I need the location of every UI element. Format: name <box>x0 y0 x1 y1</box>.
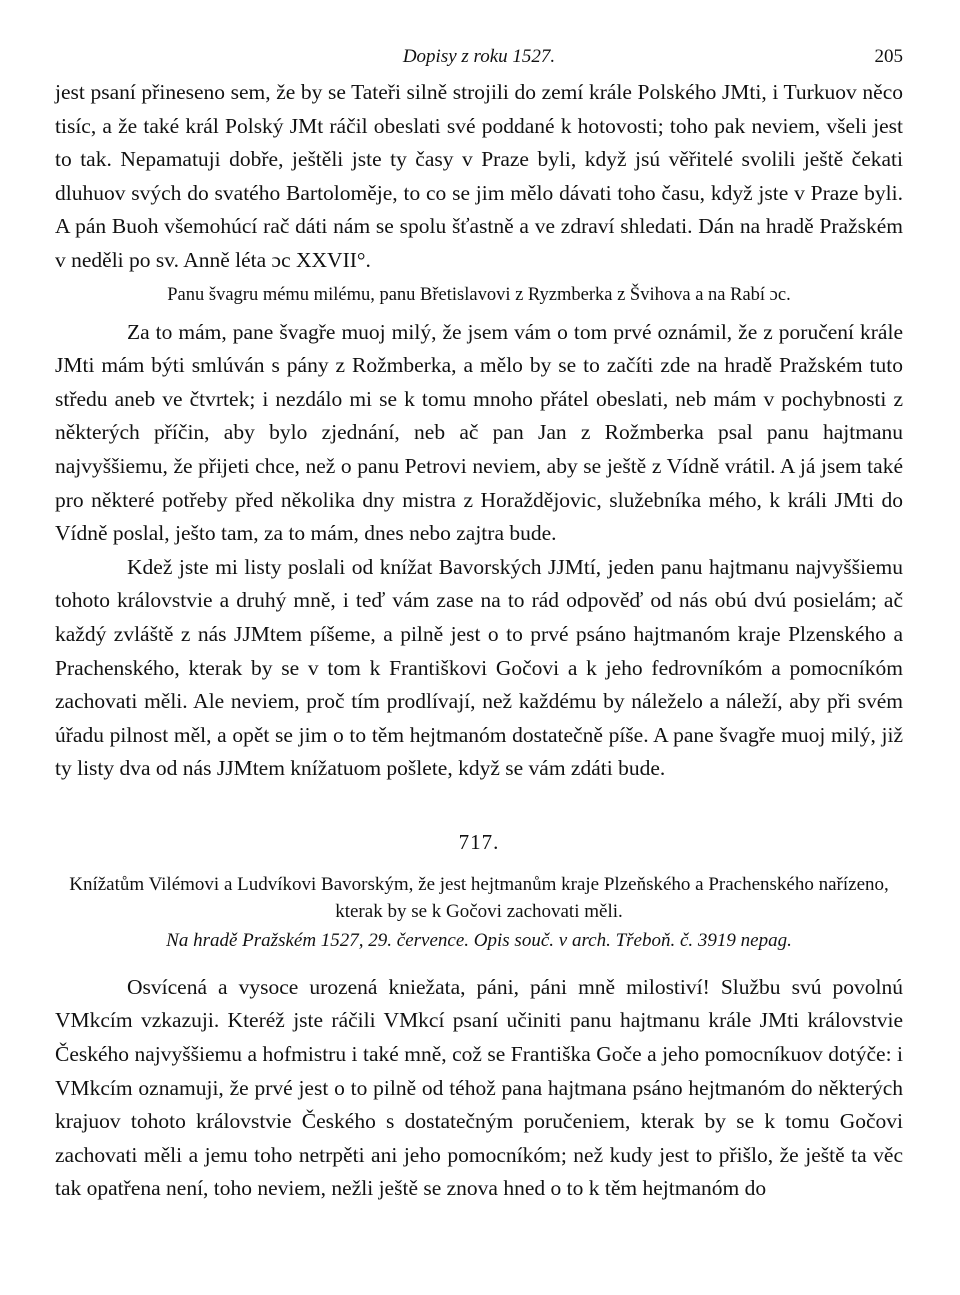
document-number: 717. <box>458 829 500 854</box>
letter-717-paragraph-1: Osvícená a vysoce urozená kniežata, páni, páni mně milostiví! Službu svú povolnú VMkcím vzkazuji. Kteréž jste ráčili VMkcí psaní učiniti panu hajtmanu krále JMti královstvie Českého najvyššiemu a hofmistru i také mně, což se Františka Goče a jeho pomocníkuov dotýče: i VMkcím oznamuji, že prvé jest o to pilně od téhož pana hajtmana psáno hejtmanóm do některých krajuov tohoto královstvie Českého s dostatečným poručeniem, kterak by se k tomu Gočovi zachovati měli a jemu toho netrpěti ani jeho pomocníkóm; než kudy jest to přišlo, že ještě ta věc tak opatřena není, toho neviem, nežli ještě se znova hned o to k těm hejtmanóm do <box>55 974 903 1201</box>
letter-716-paragraph-2: Za to mám, pane švagře muoj milý, že jsem vám o tom prvé oznámil, že z poručení krále JMti mám býti smlúván s pány z Rožmberka, a mělo by se to začíti zde na hradě Pražském tuto středu aneb ve čtvrtek; i nezdálo mi se k tomu mnoho přátel obeslati, neb mám v pochybnosti z některých příčin, aby bylo zjednání, neb ač pan Jan z Rožmberka psal panu hajtmanu najvyššiemu, že přijeti chce, než o panu Petrovi neviem, aby se ještě z Vídně vrátil. A já jsem také pro některé potřeby před několika dny mistra z Horaždějovic, služebníka mého, k králi JMti do Vídně poslal, ješto tam, za to mám, dnes nebo zajtra bude. <box>55 319 903 546</box>
running-header <box>55 40 903 76</box>
document-regest: Knížatům Vilémovi a Ludvíkovi Bavorským, že jest hejtmanům kraje Plzeňského a Prachenského nařízeno, kterak by se k Gočovi zachovati měli. <box>69 873 889 922</box>
document-page <box>55 40 903 1206</box>
letter-716-address: Panu švagru mému milému, panu Břetislavovi z Ryzmberka z Švihova a na Rabí ɔc. <box>167 284 791 305</box>
running-title: Dopisy z roku 1527. <box>402 46 556 67</box>
letter-716-paragraph-3: Kdež jste mi listy poslali od knížat Bavorských JJMtí, jeden panu hajtmanu najvyššiemu tohoto královstvie a druhý mně, i teď vám zase na to rád odpověď od nás obú dvú posielám; ač každý zvláště z nás JJMtem píšeme, a pilně jest o to prvé psáno hajtmanóm kraje Plzenského a Prachenského, kterak by se v tom k Františkovi Gočovi a k jeho fedrovníkóm a pomocníkóm zachovati měli. Ale neviem, proč tím prodlívají, než každému by náleželo a náleží, aby při svém úřadu pilnost měl, a opět se jim o to těm hejtmanóm dostatečně píše. A pane švagře muoj milý, již ty listy dva od nás JJMtem knížatuom pošlete, když se vám zdáti bude. <box>55 554 903 781</box>
letter-716-paragraph-1: jest psaní přineseno sem, že by se Tateři silně strojili do zemí krále Polského JMti, i Turkuov něco tisíc, a že také král Polský JMt ráčil obeslati své poddané k hotovosti; toho pak neviem, všeli jest to tak. Nepamatuji dobře, ještěli jste ty časy v Praze byli, když jsú věřitelé svolili ještě čekati dluhuov svých do svatého Bartoloměje, to co se jim mělo dávati toho času, když jste v Praze byli. A pán Buoh všemohúcí rač dáti nám se spolu šťastně a ve zdraví shledati. Dán na hradě Pražském v neděli po sv. Anně léta ɔc XXVII°. <box>55 80 903 272</box>
document-source: Na hradě Pražském 1527, 29. července. Opis souč. v arch. Třeboň. č. 3919 nepag. <box>166 929 792 951</box>
page-number: 205 <box>874 46 903 67</box>
